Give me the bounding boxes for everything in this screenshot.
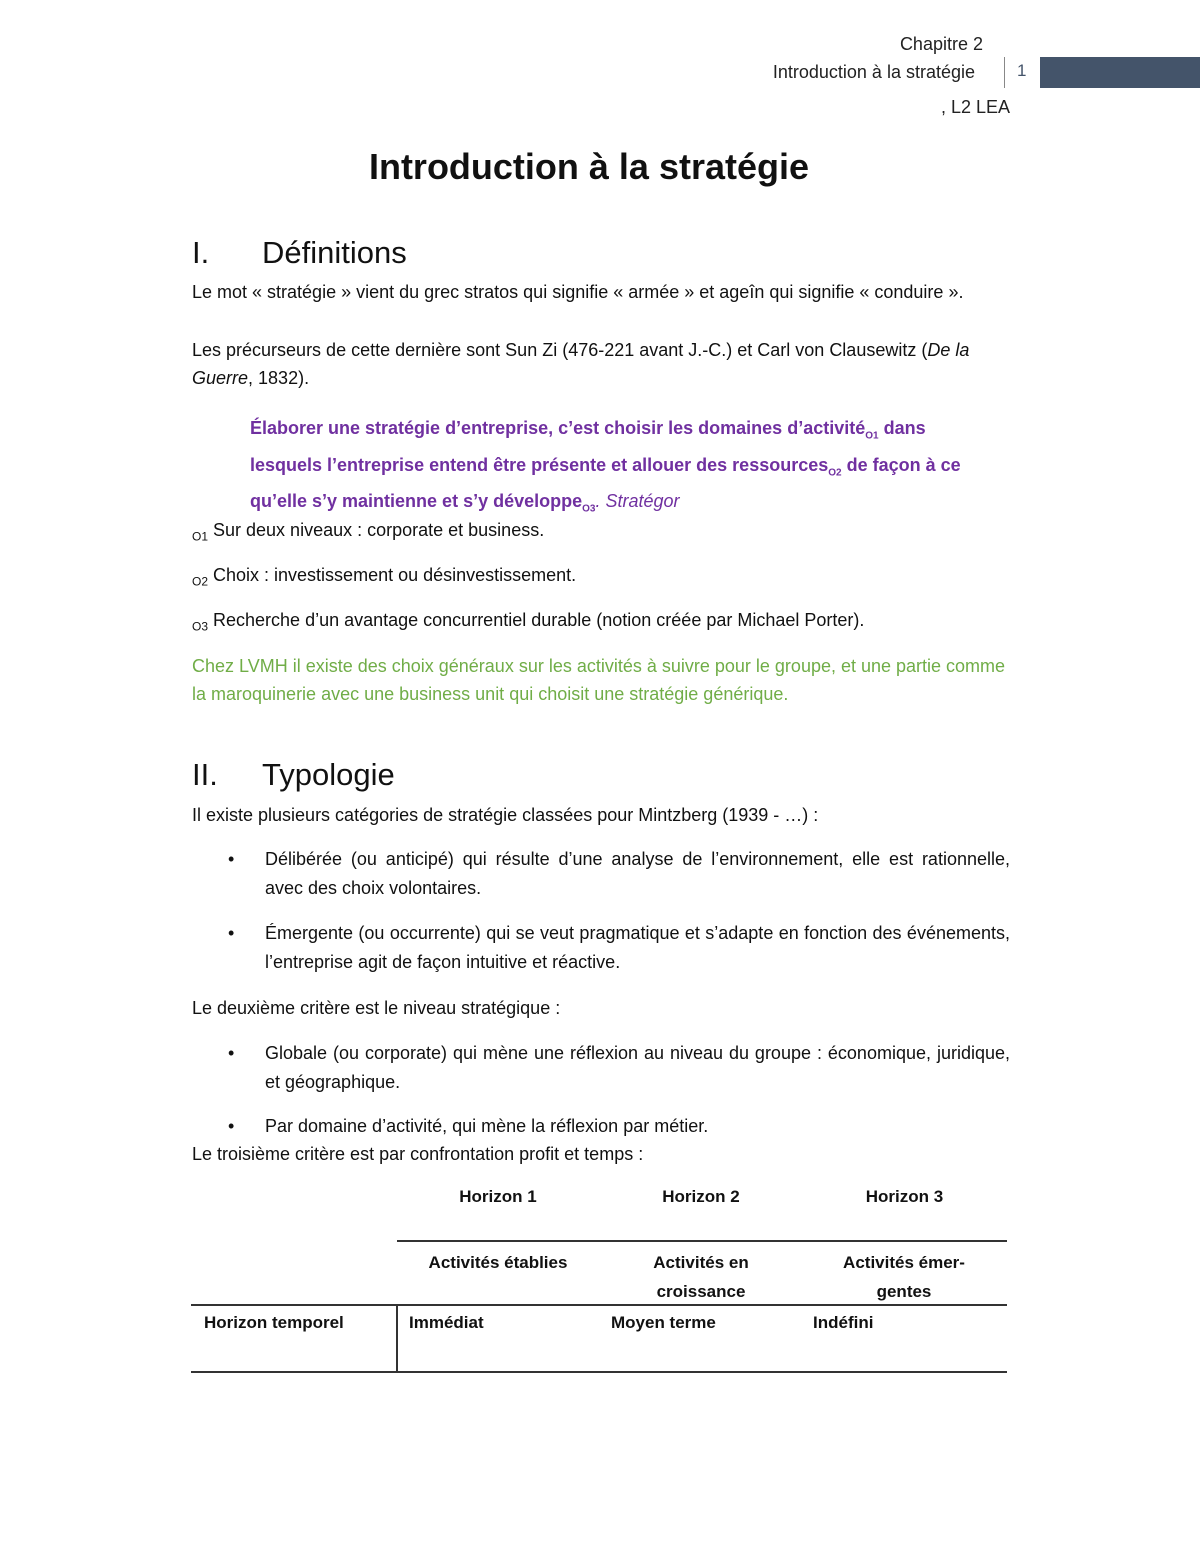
page-number: 1 (1017, 61, 1027, 80)
book-title: De la Guerre (192, 340, 970, 388)
note-3 (192, 606, 1010, 641)
section-title: Définitions (262, 235, 407, 270)
quote-text-2: dans lesquels l’entreprise entend être présente et allouer des ressources (250, 418, 926, 475)
section-heading-typologie (192, 757, 395, 793)
note-3-text: Recherche d’un avantage concurrentiel durable (notion créée par Michael Porter). (208, 610, 865, 630)
note-1-tag: O1 (192, 529, 209, 544)
paragraph-criterion-2: Le deuxième critère est le niveau stratégique : (192, 998, 561, 1018)
list-item (228, 919, 1010, 979)
quote-source: . Stratégor (595, 491, 680, 512)
note-1-text: Sur deux niveaux : corporate et business. (208, 520, 545, 540)
table-subheader: Activités en croissance (653, 1253, 749, 1301)
paragraph-mintzberg: Il existe plusieurs catégories de stratégie classées pour Mintzberg (1939 - …) : (192, 805, 819, 825)
table-column-divider (396, 1304, 398, 1372)
table-subheader: Activités établies (428, 1253, 568, 1272)
note-2-tag: O2 (192, 574, 209, 589)
table-subheader: Activités émer-gentes (843, 1253, 965, 1301)
quote-ref-3: O3 (582, 503, 596, 515)
section-number: I. (192, 235, 210, 270)
bullet-icon: • (228, 923, 235, 943)
note-2 (192, 561, 1010, 596)
quote-text-3: de façon à ce qu’elle s’y maintienne et s’y développe (250, 454, 961, 512)
note-2-text: Choix : investissement ou désinvestissement. (208, 565, 577, 585)
list-item (228, 1039, 1010, 1099)
paragraph-criterion-3: Le troisième critère est par confrontation profit et temps : (192, 1144, 644, 1164)
table-header: Horizon 3 (865, 1187, 944, 1206)
table-divider (397, 1240, 1007, 1242)
list-item-text: Émergente (ou occurrente) qui se veut pragmatique et s’adapte en fonction des événements, l’entreprise agit de façon intuitive et réactive. (265, 923, 1010, 972)
list-item (228, 845, 1010, 905)
table-row-label: Horizon temporel (204, 1313, 344, 1332)
list-item-text: Par domaine d’activité, qui mène la réflexion par métier. (265, 1116, 709, 1136)
table-cell: Moyen terme (611, 1313, 716, 1332)
section-title: Typologie (262, 757, 395, 792)
quote-text-1: Élaborer une stratégie d’entreprise, c’est choisir les domaines d’activité (250, 418, 866, 438)
page-title: Introduction à la stratégie (368, 146, 810, 187)
table-header: Horizon 2 (662, 1187, 740, 1206)
precursors-text: Les précurseurs de cette dernière sont Sun Zi (476-221 avant J.-C.) et Carl von Clausewitz ( (192, 340, 928, 360)
table-header: Horizon 1 (459, 1187, 537, 1206)
bullet-icon: • (228, 849, 235, 869)
table-divider (191, 1304, 1007, 1306)
precursors-text-end: , 1832). (248, 368, 310, 388)
header-subject: Introduction à la stratégie (772, 62, 975, 82)
list-item-text: Globale (ou corporate) qui mène une réflexion au niveau du groupe : économique, juridique, et géographique. (265, 1043, 1010, 1092)
header-chapter: Chapitre 2 (899, 34, 983, 54)
section-number: II. (192, 757, 218, 792)
table-cell: Indéfini (813, 1313, 874, 1332)
list-item (228, 1112, 1010, 1142)
table-cell: Immédiat (409, 1313, 484, 1332)
bullet-icon: • (228, 1043, 235, 1063)
section-heading-definitions (192, 235, 407, 271)
page-number-bar (1040, 57, 1200, 88)
bullet-icon: • (228, 1116, 235, 1136)
quote-ref-1: O1 (865, 430, 879, 442)
list-item-text: Délibérée (ou anticipé) qui résulte d’une analyse de l’environnement, elle est rationnelle, avec des choix volontaires. (265, 849, 1010, 898)
quote-ref-2: O2 (828, 467, 842, 479)
table-divider (191, 1371, 1007, 1373)
paragraph-etymology: Le mot « stratégie » vient du grec stratos qui signifie « armée » et ageîn qui signifie « conduire ». (192, 282, 964, 302)
paragraph-precursors (192, 336, 1010, 392)
note-1 (192, 516, 1010, 551)
example-lvmh: Chez LVMH il existe des choix généraux sur les activités à suivre pour le groupe, et une partie comme la maroquinerie avec une business unit qui choisit une stratégie générique. (192, 656, 1006, 704)
header-course: , L2 LEA (940, 97, 1010, 117)
note-3-tag: O3 (192, 619, 209, 634)
definition-quote (250, 414, 970, 524)
